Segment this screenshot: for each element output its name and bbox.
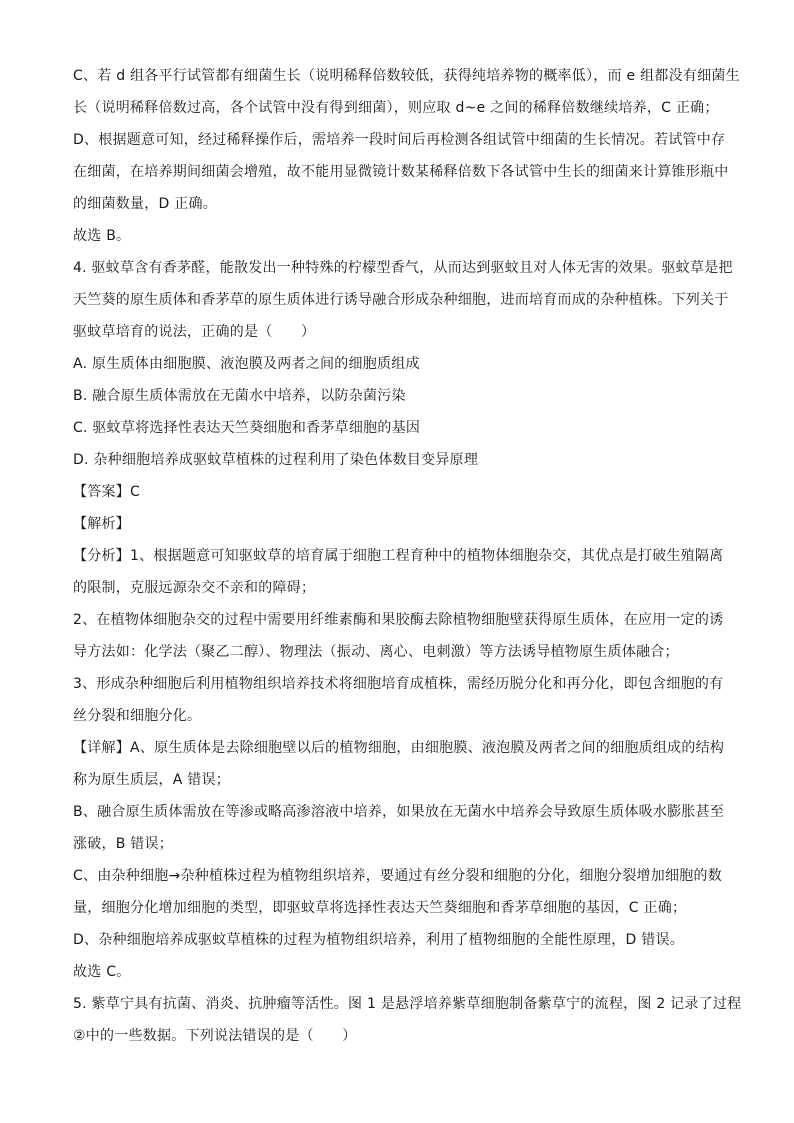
detail-text: B、融合原生质体需放在等渗或略高渗溶液中培养，如果放在无菌水中培养会导致原生质体吸水膨胀甚至 <box>73 804 725 820</box>
analysis-text: 的限制，克服远源杂交不亲和的障碍； <box>73 580 316 596</box>
conclusion-text: 故选 C。 <box>73 964 131 980</box>
detail-text: 涨破，B 错误； <box>73 836 174 852</box>
question-4-stem: 天竺葵的原生质体和香茅草的原生质体进行诱导融合形成杂种细胞，进而培育而成的杂种植株。下列关于 <box>73 292 729 308</box>
option-a: A. 原生质体由细胞膜、液泡膜及两者之间的细胞质组成 <box>73 356 420 372</box>
analysis-text: 3、形成杂种细胞后利用植物组织培养技术将细胞培育成植株，需经历脱分化和再分化，即包含细胞的有 <box>73 676 724 692</box>
text-line: 的细菌数量，D 正确。 <box>73 196 217 212</box>
question-4-stem: 4. 驱蚊草含有香茅醛，能散发出一种特殊的柠檬型香气，从而达到驱蚊且对人体无害的效果。驱蚊草是把 <box>73 260 733 276</box>
question-5-stem: 5. 紫草宁具有抗菌、消炎、抗肿瘤等活性。图 1 是悬浮培养紫草细胞制备紫草宁的流程，图 2 记录了过程 <box>73 996 742 1012</box>
analysis-text: 【分析】1、根据题意可知驱蚊草的培育属于细胞工程育种中的植物体细胞杂交，其优点是打破生殖隔离 <box>73 548 724 564</box>
detail-text: 量，细胞分化增加细胞的类型，即驱蚊草将选择性表达天竺葵细胞和香茅草细胞的基因，C 正确； <box>73 900 687 916</box>
analysis-text: 导方法如：化学法（聚乙二醇）、物理法（振动、离心、电刺激）等方法诱导植物原生质体融合； <box>73 644 679 660</box>
option-c: C. 驱蚊草将选择性表达天竺葵细胞和香茅草细胞的基因 <box>73 420 421 436</box>
option-d: D. 杂种细胞培养成驱蚊草植株的过程利用了染色体数目变异原理 <box>73 452 479 468</box>
detail-text: D、杂种细胞培养成驱蚊草植株的过程为植物组织培养，利用了植物细胞的全能性原理，D 错误。 <box>73 932 685 948</box>
text-line: D、根据题意可知，经过稀释操作后，需培养一段时间后再检测各组试管中细菌的生长情况。若试管中存 <box>73 132 726 148</box>
answer-label: 【答案】C <box>73 484 141 500</box>
question-5-stem: ②中的一些数据。下列说法错误的是（ ） <box>73 1028 357 1044</box>
detail-text: 称为原生质层，A 错误； <box>73 772 231 788</box>
text-line: C、若 d 组各平行试管都有细菌生长（说明稀释倍数较低，获得纯培养物的概率低），而 e 组都没有细菌生 <box>73 68 740 84</box>
analysis-text: 2、在植物体细胞杂交的过程中需要用纤维素酶和果胶酶去除植物细胞壁获得原生质体，在应用一定的诱 <box>73 612 724 628</box>
analysis-heading: 【解析】 <box>73 516 130 532</box>
detail-text: 【详解】A、原生质体是去除细胞壁以后的植物细胞，由细胞膜、液泡膜及两者之间的细胞质组成的结构 <box>73 740 725 756</box>
option-b: B. 融合原生质体需放在无菌水中培养，以防杂菌污染 <box>73 388 406 404</box>
detail-text: C、由杂种细胞→杂种植株过程为植物组织培养，要通过有丝分裂和细胞的分化，细胞分裂增加细胞的数 <box>73 868 723 884</box>
analysis-text: 丝分裂和细胞分化。 <box>73 708 202 724</box>
question-4-stem: 驱蚊草培育的说法，正确的是（ ） <box>73 324 316 340</box>
text-line: 长（说明稀释倍数过高，各个试管中没有得到细菌），则应取 d~e 之间的稀释倍数继续培养，C 正确； <box>73 100 719 116</box>
text-line: 故选 B。 <box>73 228 131 244</box>
text-line: 在细菌，在培养期间细菌会增殖，故不能用显微镜计数某稀释倍数下各试管中生长的细菌来计算锥形瓶中 <box>73 164 729 180</box>
